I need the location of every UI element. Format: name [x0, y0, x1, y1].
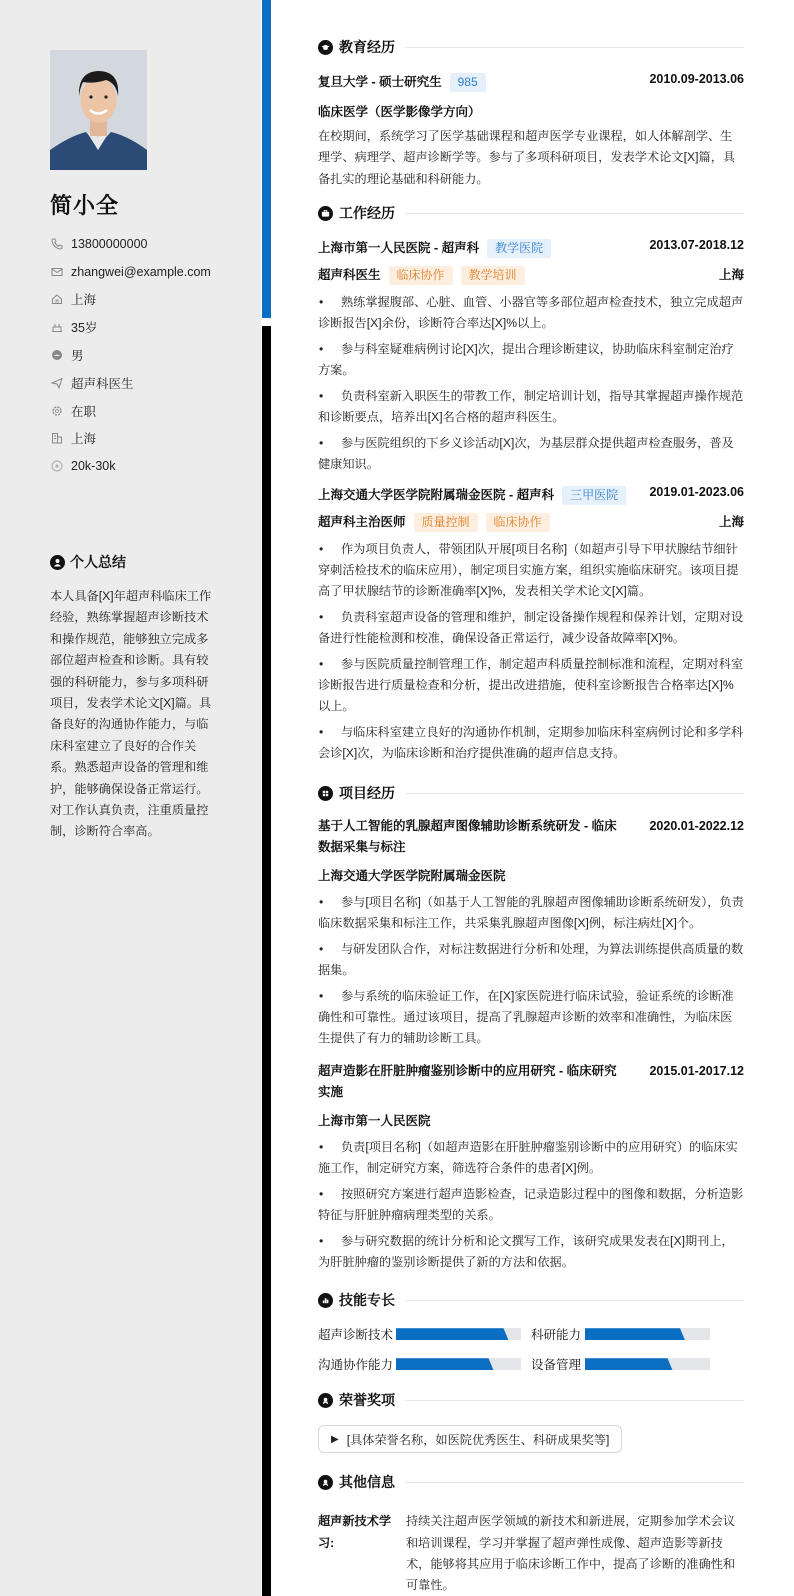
accent-bar — [262, 0, 271, 318]
salary-value: 20k-30k — [71, 459, 116, 474]
project-item — [318, 1061, 744, 1273]
sidebar — [0, 0, 261, 1596]
other-item — [318, 1511, 744, 1596]
education-desc: 在校期间，系统学习了医学基础课程和超声医学专业课程，如人体解剖学、生理学、病理学、超声诊断学等。参与了多项科研项目，发表学术论文[X]篇，具备扎实的理论基础和科研能力。 — [318, 129, 736, 186]
project-date: 2020.01-2022.12 — [649, 819, 744, 834]
bullet-item: • 与临床科室建立良好的沟通协作机制，定期参加临床科室病例讨论和多学科会诊[X]次，为临床诊断和治疗提供准确的超声信息支持。 — [318, 722, 744, 764]
location-value: 上海 — [71, 293, 97, 308]
other-value: 持续关注超声医学领域的新技术和新进展，定期参加学术会议和培训课程，学习并掌握了超声弹性成像、超声造影等新技术，能够将其应用于临床诊断工作中，提高了诊断的准确性和可靠性。 — [406, 1514, 736, 1593]
awards-title: 荣誉奖项 — [339, 1392, 395, 1409]
heading-divider — [405, 793, 744, 794]
phone-value: 13800000000 — [71, 236, 148, 251]
bullet-item: • 与研发团队合作，对标注数据进行分析和处理，为算法训练提供高质量的数据集。 — [318, 939, 744, 981]
skill-label: 超声诊断技术 — [318, 1328, 394, 1343]
skills-grid — [318, 1325, 744, 1373]
bullet-item: • 负责科室超声设备的管理和维护，制定设备操作规程和保养计划，定期对设备进行性能检测和校准，确保设备正常运行，减少设备故障率[X]%。 — [318, 607, 744, 649]
user-icon — [50, 555, 65, 570]
school-name: 复旦大学 - 硕士研究生 — [318, 75, 442, 89]
org-name: 上海市第一人民医院 - 超声科 — [318, 241, 480, 256]
bullet-item: • 按照研究方案进行超声造影检查，记录造影过程中的图像和数据，分析造影特征与肝脏肿瘤病理类型的关系。 — [318, 1184, 744, 1226]
project-date: 2015.01-2017.12 — [649, 1064, 744, 1079]
cake-icon — [50, 320, 64, 334]
bullet-item: • 参与[项目名称]（如基于人工智能的乳腺超声图像辅助诊断系统研发），负责临床数据采集和标注工作，共采集乳腺超声图像[X]例，标注病灶[X]个。 — [318, 892, 744, 934]
other-key: 超声新技术学习: — [318, 1514, 392, 1550]
gender-value: 男 — [71, 349, 84, 364]
other-title: 其他信息 — [339, 1474, 395, 1491]
status-icon — [50, 404, 64, 418]
project-bullets — [318, 1137, 744, 1273]
divider-bar — [262, 326, 271, 1596]
work-bullets — [318, 539, 744, 764]
candidate-name: 简小全 — [50, 193, 120, 218]
main-content — [318, 36, 744, 1596]
award-text: [具体荣誉名称，如医院优秀医生、科研成果奖等] — [346, 1432, 610, 1447]
education-title: 教育经历 — [339, 39, 395, 55]
work-location: 上海 — [718, 268, 744, 283]
heading-divider — [405, 1400, 744, 1401]
summary-title: 个人总结 — [70, 554, 126, 570]
education-item — [318, 72, 744, 190]
bullet-item: • 参与医院组织的下乡义诊活动[X]次，为基层群众提供超声检查服务，普及健康知识。 — [318, 433, 744, 475]
skill-label: 设备管理 — [531, 1358, 582, 1373]
contact-gender — [50, 341, 211, 369]
major: 临床医学（医学影像学方向） — [318, 105, 481, 119]
role-tag: 临床协作 — [389, 266, 453, 285]
salary-icon — [50, 459, 64, 473]
projects-heading — [318, 782, 744, 804]
bullet-item: • 负责科室新入职医生的带教工作，制定培训计划，指导其掌握超声操作规范和诊断要点，培养出[X]名合格的超声科医生。 — [318, 386, 744, 428]
org-tag: 三甲医院 — [562, 486, 626, 505]
project-bullets — [318, 892, 744, 1049]
project-org: 上海交通大学医学院附属瑞金医院 — [318, 869, 506, 884]
contact-age — [50, 313, 211, 341]
heading-divider — [405, 47, 744, 48]
work-location: 上海 — [718, 515, 744, 530]
position-value: 超声科医生 — [71, 376, 134, 391]
role-tag: 教学培训 — [461, 266, 525, 285]
bullet-item: • 作为项目负责人，带领团队开展[项目名称]（如超声引导下甲状腺结节细针穿刺活检技术的临床应用），制定项目实施方案，组织实施临床研究。该项目提高了甲状腺结节的诊断准确率[X]%，发表相关学术论文[X]篇。 — [318, 539, 744, 602]
skill-bar-fill — [396, 1328, 509, 1340]
building-icon — [50, 431, 64, 445]
triangle-right-icon: ▶ — [331, 1433, 339, 1445]
skill-item — [318, 1325, 531, 1343]
summary-heading — [50, 552, 126, 572]
gender-icon — [50, 348, 64, 362]
skill-bar-fill — [396, 1358, 494, 1370]
work-item — [318, 485, 744, 764]
skill-bar — [585, 1358, 710, 1370]
bullet-item: • 参与系统的临床验证工作，在[X]家医院进行临床试验，验证系统的诊断准确性和可靠性。通过该项目，提高了乳腺超声诊断的效率和准确性，为临床医生提供了有力的辅助诊断工具。 — [318, 986, 744, 1049]
skill-item — [531, 1325, 744, 1343]
role-name: 超声科主治医师 — [318, 515, 406, 530]
bullet-item: • 熟练掌握腹部、心脏、血管、小器官等多部位超声检查技术，独立完成超声诊断报告[X]余份，诊断符合率达[X]%以上。 — [318, 292, 744, 334]
skill-bar-fill — [585, 1328, 685, 1340]
city-value: 上海 — [71, 432, 97, 447]
project-name: 基于人工智能的乳腺超声图像辅助诊断系统研发 - 临床数据采集与标注 — [318, 819, 617, 855]
work-date: 2013.07-2018.12 — [649, 238, 744, 253]
skills-title: 技能专长 — [339, 1292, 395, 1309]
work-item — [318, 238, 744, 475]
skill-item — [318, 1355, 531, 1373]
info-icon — [318, 1475, 333, 1490]
projects-title: 项目经历 — [339, 785, 395, 802]
education-date: 2010.09-2013.06 — [649, 72, 744, 86]
org-tag: 教学医院 — [487, 239, 551, 258]
contact-salary — [50, 452, 211, 480]
bullet-item: • 负责[项目名称]（如超声造影在肝脏肿瘤鉴别诊断中的应用研究）的临床实施工作，制定研究方案，筛选符合条件的患者[X]例。 — [318, 1137, 744, 1179]
avatar — [50, 50, 147, 170]
email-value: zhangwei@example.com — [71, 264, 211, 279]
heading-divider — [405, 213, 744, 214]
award-item[interactable] — [318, 1425, 622, 1453]
heading-divider — [405, 1482, 744, 1483]
other-heading — [318, 1471, 744, 1493]
role-name: 超声科医生 — [318, 268, 381, 283]
contact-list — [50, 230, 211, 480]
contact-city — [50, 425, 211, 453]
trophy-icon — [318, 1393, 333, 1408]
education-heading — [318, 36, 744, 58]
contact-email — [50, 258, 211, 286]
briefcase-icon — [318, 206, 333, 221]
status-value: 在职 — [71, 404, 97, 419]
profile-photo — [50, 50, 147, 170]
contact-phone — [50, 230, 211, 258]
bullet-item: • 参与研究数据的统计分析和论文撰写工作，该研究成果发表在[X]期刊上，为肝脏肿瘤的鉴别诊断提供了新的方法和依据。 — [318, 1231, 744, 1273]
project-name: 超声造影在肝脏肿瘤鉴别诊断中的应用研究 - 临床研究实施 — [318, 1064, 617, 1100]
skill-bar-fill — [585, 1358, 673, 1370]
work-bullets — [318, 292, 744, 475]
skill-bar — [396, 1328, 521, 1340]
skills-heading — [318, 1289, 744, 1311]
summary-text: 本人具备[X]年超声科临床工作经验，熟练掌握超声诊断技术和操作规范，能够独立完成多部位超声检查和诊断。具有较强的科研能力，参与多项科研项目，发表学术论文[X]篇。具备良好的沟通协作能力，与临床科室建立了良好的合作关系。熟悉超声设备的管理和维护，能够确保设备正常运行。对工作认真负责，注重质量控制，诊断符合率高。 — [50, 589, 212, 839]
skill-bar — [585, 1328, 710, 1340]
project-org: 上海市第一人民医院 — [318, 1114, 431, 1129]
work-heading — [318, 202, 744, 224]
skill-bar — [396, 1358, 521, 1370]
skill-label: 沟通协作能力 — [318, 1358, 394, 1373]
bar-chart-icon — [318, 1293, 333, 1308]
bullet-item: • 参与医院质量控制管理工作，制定超声科质量控制标准和流程，定期对科室诊断报告进行质量检查和分析，提出改进措施，使科室诊断报告合格率达[X]%以上。 — [318, 654, 744, 717]
age-value: 35岁 — [71, 321, 98, 336]
org-name: 上海交通大学医学院附属瑞金医院 - 超声科 — [318, 488, 555, 503]
work-date: 2019.01-2023.06 — [649, 485, 744, 500]
skill-label: 科研能力 — [531, 1328, 582, 1343]
project-item — [318, 816, 744, 1049]
work-title: 工作经历 — [339, 205, 395, 222]
mail-icon — [50, 265, 64, 279]
plane-icon — [50, 376, 64, 390]
school-tag: 985 — [450, 73, 486, 92]
awards-heading — [318, 1389, 744, 1411]
graduation-cap-icon — [318, 40, 333, 55]
contact-position — [50, 369, 211, 397]
contact-location — [50, 286, 211, 314]
phone-icon — [50, 237, 64, 251]
home-icon — [50, 292, 64, 306]
heading-divider — [405, 1300, 744, 1301]
bullet-item: • 参与科室疑难病例讨论[X]次，提出合理诊断建议，协助临床科室制定治疗方案。 — [318, 339, 744, 381]
skill-item — [531, 1355, 744, 1373]
role-tag: 质量控制 — [414, 513, 478, 532]
grid-icon — [318, 786, 333, 801]
contact-status — [50, 397, 211, 425]
role-tag: 临床协作 — [486, 513, 550, 532]
